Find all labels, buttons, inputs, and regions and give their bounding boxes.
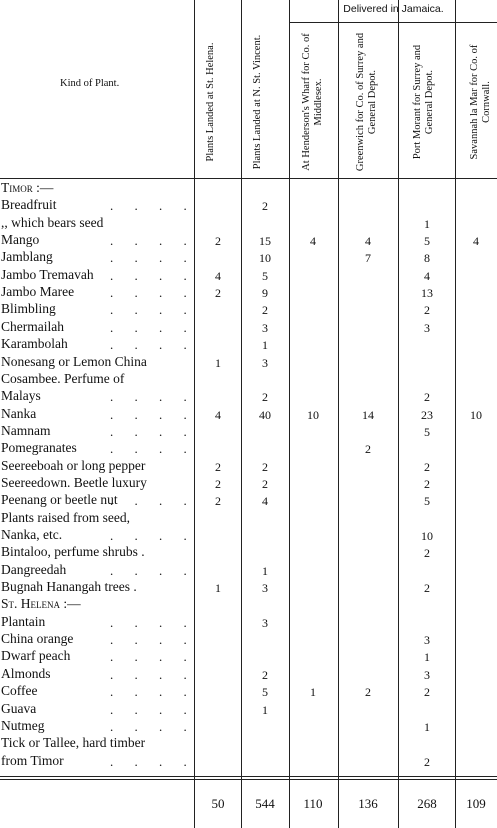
plant-name: Malays [1, 388, 41, 404]
cell-value: 2 [262, 199, 268, 214]
cell-value: 1 [424, 216, 430, 231]
cell-value: 10 [259, 251, 271, 266]
cell-value: 4 [215, 268, 221, 283]
cell-value: 4 [424, 268, 430, 283]
cell-value: 23 [421, 407, 433, 422]
col-header-st-helena: Plants Landed at St. Helena. [205, 42, 216, 162]
plant-name: Tick or Tallee, hard timber [1, 735, 146, 751]
leader-dots: . . . . [110, 562, 196, 578]
total-value: 544 [255, 796, 275, 811]
cell-value: 2 [215, 459, 221, 474]
plant-name: Nutmeg [1, 717, 45, 733]
cell-value: 14 [362, 407, 374, 422]
col-rule-5 [398, 0, 399, 828]
section-heading: St. Helena :— [1, 596, 81, 612]
cell-value: 9 [262, 286, 268, 301]
plant-name: Blimbling [1, 301, 56, 317]
plant-name: Namnam [1, 422, 51, 438]
cell-value: 1 [424, 650, 430, 665]
cell-value: 2 [215, 234, 221, 249]
cell-value: 4 [473, 234, 479, 249]
delivered-in-jamaica-header: Delivered in Jamaica. [343, 3, 444, 15]
leader-dots: . . . . [110, 198, 196, 214]
leader-dots: . . . . [110, 701, 196, 717]
leader-dots: . . . . [110, 666, 196, 682]
plant-name: Jambo Tremavah [1, 266, 94, 282]
plant-name: Dwarf peach [1, 648, 71, 664]
col-rule-2 [241, 0, 242, 828]
cell-value: 4 [310, 234, 316, 249]
leader-dots: . . . . [110, 337, 196, 353]
cell-value: 8 [424, 251, 430, 266]
plant-name: Plants raised from seed, [1, 509, 130, 525]
cell-value: 4 [215, 407, 221, 422]
cell-value: 5 [424, 494, 430, 509]
plant-name: Guava [1, 700, 37, 716]
plant-name: Bintaloo, perfume shrubs . [1, 544, 145, 560]
cell-value: 1 [215, 581, 221, 596]
col-header-savannah-la-mar: Savannah la Mar for Co. of Cornwall. [469, 44, 492, 160]
cell-value: 3 [424, 667, 430, 682]
plant-name: from Timor [1, 752, 64, 768]
leader-dots: . . . . [110, 528, 196, 543]
leader-dots: . . . . [110, 267, 196, 283]
cell-value: 2 [424, 390, 430, 405]
section-heading: Timor :— [1, 180, 54, 195]
cell-value: 2 [215, 476, 221, 491]
leader-dots: . . . . [110, 302, 196, 318]
cell-value: 5 [424, 424, 430, 439]
leader-dots: . . . . [110, 250, 196, 266]
total-value: 136 [358, 796, 378, 811]
cell-value: 2 [262, 459, 268, 474]
cell-value: 2 [424, 459, 430, 474]
plant-name: Almonds [1, 665, 51, 681]
plant-name: Breadfruit [1, 197, 57, 213]
col-header-greenwich: Greenwich for Co. of Surrey and General Depot. [355, 32, 378, 172]
cell-value: 4 [262, 494, 268, 509]
leader-dots: . . . . [110, 233, 196, 249]
cell-value: 5 [262, 685, 268, 700]
cell-value: 1 [262, 563, 268, 578]
plant-name: China orange [1, 631, 74, 647]
leader-dots: . . . . [110, 718, 196, 734]
plant-name: Seereeboah or long pepper [1, 457, 146, 473]
cell-value: 1 [424, 719, 430, 734]
leader-dots: . . . . [110, 614, 196, 630]
cell-value: 2 [262, 476, 268, 491]
cell-value: 5 [424, 234, 430, 249]
plant-name: Coffee [1, 683, 38, 699]
cell-value: 5 [262, 268, 268, 283]
totals-rule-top [0, 776, 497, 777]
col-rule-4 [338, 0, 339, 828]
cell-value: 2 [365, 442, 371, 457]
plant-name: Nanka [1, 405, 37, 421]
cell-value: 1 [262, 338, 268, 353]
plant-name: Seereedown. Beetle luxury [1, 474, 147, 490]
cell-value: 2 [424, 546, 430, 561]
plant-name: ,, which bears seed [1, 214, 104, 230]
plant-name: Mango [1, 232, 40, 248]
cell-value: 2 [424, 754, 430, 769]
cell-value: 1 [310, 685, 316, 700]
leader-dots: . . . . [110, 423, 196, 439]
cell-value: 40 [259, 407, 271, 422]
cell-value: 2 [262, 390, 268, 405]
leader-dots: . . . . [110, 649, 196, 665]
cell-value: 3 [424, 320, 430, 335]
col-rule-3 [289, 0, 290, 828]
cell-value: 10 [421, 529, 433, 543]
plant-name: Bugnah Hanangah trees . [1, 579, 137, 595]
total-value: 110 [303, 796, 323, 811]
cell-value: 2 [424, 303, 430, 318]
plant-name: Nonesang or Lemon China [1, 353, 147, 369]
plant-name: Karambolah [1, 336, 68, 352]
cell-value: 2 [365, 685, 371, 700]
header-rule [0, 178, 497, 179]
total-value: 109 [466, 796, 486, 811]
delivered-underline [289, 22, 497, 23]
plant-name: Pomegranates [1, 440, 77, 456]
leader-dots: . . . . [110, 285, 196, 301]
leader-dots: . . . . [110, 406, 196, 422]
cell-value: 1 [262, 702, 268, 717]
cell-value: 4 [365, 234, 371, 249]
cell-value: 1 [215, 355, 221, 370]
plant-name: Nanka, etc. [1, 527, 63, 542]
cell-value: 2 [215, 286, 221, 301]
cell-value: 2 [215, 494, 221, 509]
cell-value: 3 [262, 581, 268, 596]
leader-dots: . . . . [110, 441, 196, 457]
col-header-st-vincent: Plants Landed at N. St. Vincent. [252, 34, 263, 170]
cell-value: 10 [307, 407, 319, 422]
cell-value: 3 [262, 615, 268, 630]
col-header-port-morant: Port Morant for Surrey and General Depot. [412, 44, 435, 160]
col-header-hendersons-wharf: At Henderson's Wharf for Co. of Middlesex. [301, 33, 324, 171]
leader-dots: . . . . [110, 389, 196, 405]
cell-value: 3 [262, 355, 268, 370]
plant-name: Chermailah [1, 318, 64, 334]
plant-name: Jamblang [1, 249, 53, 265]
cell-value: 2 [424, 476, 430, 491]
plant-name: Cosambee. Perfume of [1, 370, 125, 386]
total-value: 50 [211, 796, 225, 811]
leader-dots: . . . . [110, 493, 196, 509]
plant-name: Dangreedah [1, 561, 67, 577]
cell-value: 2 [262, 667, 268, 682]
cell-value: 2 [262, 303, 268, 318]
cell-value: 10 [470, 407, 482, 422]
cell-value: 7 [365, 251, 371, 266]
cell-value: 3 [262, 320, 268, 335]
plant-name: Plantain [1, 613, 46, 629]
cell-value: 2 [424, 581, 430, 596]
kind-of-plant-header: Kind of Plant. [60, 78, 120, 89]
cell-value: 2 [424, 685, 430, 700]
cell-value: 13 [421, 286, 433, 301]
leader-dots: . . . . [110, 684, 196, 700]
cell-value: 15 [259, 234, 271, 249]
total-value: 268 [417, 796, 437, 811]
plant-name: Jambo Maree [1, 284, 75, 300]
totals-rule-bottom [0, 779, 497, 780]
leader-dots: . . . . [110, 632, 196, 648]
plant-name: Peenang or beetle nut [1, 492, 118, 508]
cell-value: 3 [424, 633, 430, 648]
leader-dots: . . . . [110, 753, 196, 769]
leader-dots: . . . . [110, 319, 196, 335]
